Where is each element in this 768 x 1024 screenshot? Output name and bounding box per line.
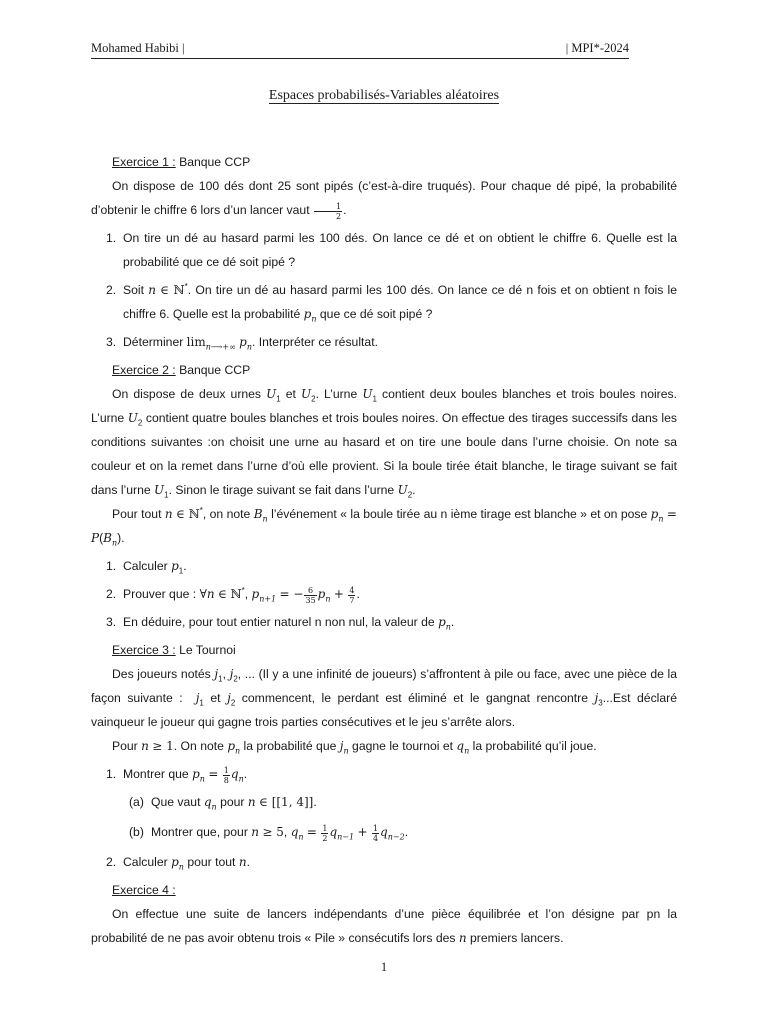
exercise-4-heading [112,878,677,902]
exercise-3-question-1b: (b) Montrer que, pour n ≥ 5, $q_n$ = $\frac{1}{2}$ $q_{n-1}$ + $\frac{1}{4}$ $q_{n-2}$. [129,824,409,843]
document-body [91,150,677,950]
exercise-2-question-1: 1. Calculer $p_1$. [106,559,187,576]
exercise-1-topic: Banque CCP [179,155,251,169]
exercise-1-heading [112,150,677,174]
exercise-3-question-1: 1. Montrer que $p_n$ = $\frac{1}{8}$ $q_n$. [106,766,248,785]
page-number: 1 [380,960,388,974]
exercise-2-question-2: 2. Prouver que : ∀n ∈ ℕ*, $p_{n+1}$ = − $\frac{6}{35}$ $p_n$ + $\frac{4}{7}$ . [106,585,360,605]
header-course: | MPI*-2024 [565,41,629,55]
exercise-3-topic: Le Tournoi [179,643,236,657]
exercise-2-intro-2: Pour tout n ∈ ℕ*, on note $B_n$ l’événement « la boule tirée au n ième tirage est blanche » et on pose $p_n = P(B_n)$. [91,505,677,548]
exercise-3-intro: Des joueurs notés $j_1$, $j_2$, ... (Il y a une infinité de joueurs) s’affrontent à pile ou face, avec une pièce de la façon suivante : $j_1$ et $j_2$ commencent, le perdant est éliminé et le gangnat rencontre $j_3...Est$ déclaré vainqueur le joueur qui gagne trois parties consécutives et le jeu s’arrête alors. [91,667,677,729]
header-author: Mohamed Habibi | [91,41,185,55]
exercise-2-questions [91,554,677,634]
exercise-1-question-3: 3. Déterminer $\lim_{n⟶+\infty} p_n$. Interpréter ce résultat. [106,335,378,352]
exercise-2-topic: Banque CCP [179,363,251,377]
exercise-2-heading [112,358,677,382]
exercise-3-intro-2: Pour n ≥ 1. On note $p_n$ la probabilité que $j_n$ gagne le tournoi et $q_n$ la probabilité qu’il joue. [112,739,597,756]
exercise-2-label: Exercice 2 : [112,363,176,377]
exercise-2-question-3: 3. En déduire, pour tout entier naturel n non nul, la valeur de $p_n$. [106,615,455,632]
exercise-1-questions [91,226,677,354]
exercise-1-intro: On dispose de 100 dés dont 25 sont pipés (c’est-à-dire truqués). Pour chaque dé pipé, la probabilité d’obtenir le chiffre 6 lors d’un lancer vaut $\frac{1}{2}$ . [91,179,677,221]
exercise-3-heading [112,638,677,662]
exercise-4-intro: On effectue une suite de lancers indépendants d’une pièce équilibrée et l’on désigne par pn la probabilité de ne pas avoir obtenu trois « Pile » consécutifs lors des n premiers lancers. [91,907,677,945]
exercise-1-question-1: 1. On tire un dé au hasard parmi les 100 dés. On lance ce dé et on obtient le chiffre 6. Quelle est la probabilité que ce dé soit pipé ? [106,231,677,269]
document-title: Espaces probabilisés-Variables aléatoires [268,88,500,103]
exercise-4-label: Exercice 4 : [112,883,176,897]
exercise-3-question-2: 2. Calculer $p_n$ pour tout n. [106,855,250,872]
exercise-2-intro: On dispose de deux urnes $U_1$ et $U_2$. L’urne $U_1$ contient deux boules blanches et trois boules noires. L’urne $U_2$ contient quatre boules blanches et trois boules noires. On effectue des tirages successifs dans les conditions suivantes :on choisit une urne au hasard et on tire une boule dans l’urne choisie. On note sa couleur et on la remet dans l’urne d’où elle provient. Si la boule tirée était blanche, le tirage suivant se fait dans l’urne $U_1$. Sinon le tirage suivant se fait dans l’urne $U_2$. [91,387,678,500]
exercise-3-questions [91,762,677,874]
exercise-1-question-2: 2. Soit n ∈ ℕ*. On tire un dé au hasard parmi les 100 dés. On lance ce dé n fois et on obtient n fois le chiffre 6. Quelle est la probabilité $p_n$ que ce dé soit pipé ? [106,281,678,324]
exercise-3-label: Exercice 3 : [112,643,176,657]
exercise-3-question-1a: (a) Que vaut $q_n$ pour n ∈ [[1, 4]]. [129,795,317,812]
page-header [91,40,629,59]
exercise-1-label: Exercice 1 : [112,155,176,169]
document-title-block [0,86,768,104]
